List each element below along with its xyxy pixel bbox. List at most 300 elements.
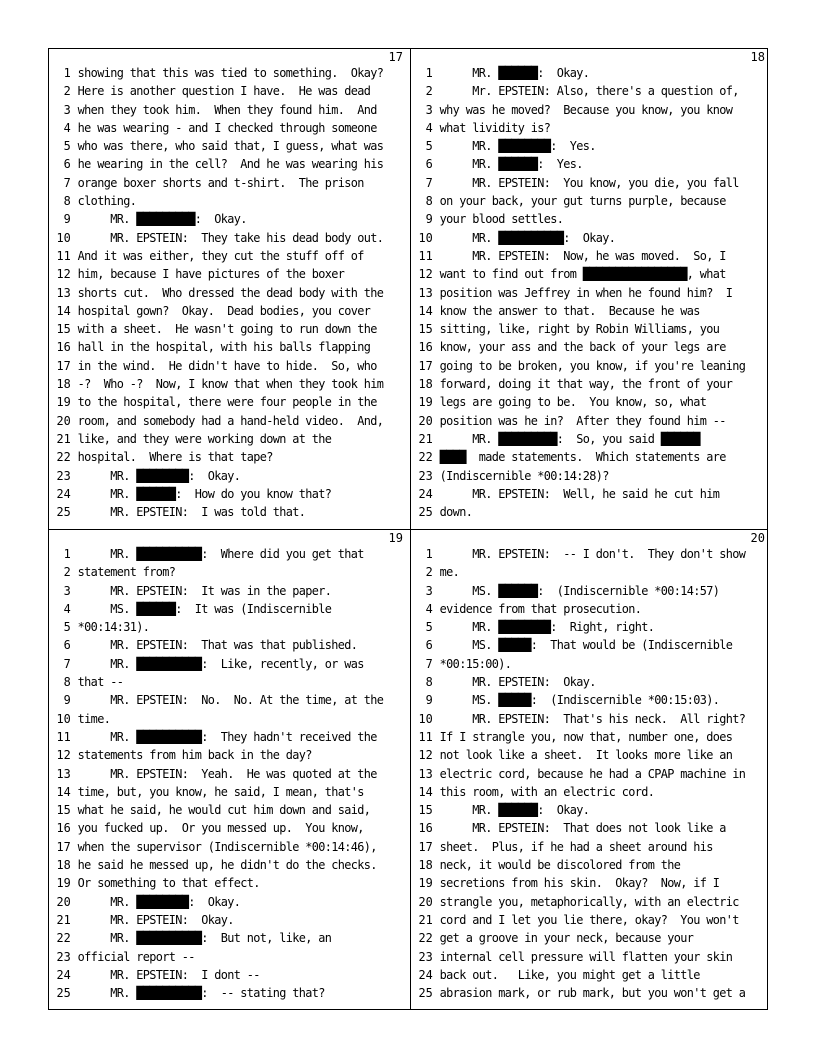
line-number: 21	[418, 912, 433, 927]
line-number: 5	[425, 139, 433, 154]
line-text: neck, it would be discolored from the	[439, 858, 681, 873]
line-number: 23	[56, 949, 71, 964]
transcript-line	[49, 302, 405, 320]
transcript-line	[49, 393, 405, 411]
transcript-page-17	[49, 49, 409, 529]
line-number: 15	[418, 322, 433, 337]
transcript-line	[411, 636, 767, 654]
line-number: 9	[425, 693, 433, 708]
line-number: 10	[418, 711, 433, 726]
line-number: 16	[418, 340, 433, 355]
line-number: 18	[56, 858, 71, 873]
line-number: 12	[418, 267, 433, 282]
line-text: MR. EPSTEIN: It was in the paper.	[77, 583, 332, 598]
line-number: 25	[418, 505, 433, 520]
line-number: 12	[418, 748, 433, 763]
line-number: 6	[425, 638, 433, 653]
line-text: MR. EPSTEIN: Now, he was moved. So, I	[439, 248, 726, 263]
transcript-line	[411, 485, 767, 503]
line-text: MR. ██████████: They hadn't received the	[77, 729, 377, 744]
page-number: 20	[750, 531, 765, 545]
transcript-line	[49, 746, 405, 764]
transcript-line	[411, 229, 767, 247]
transcript-line	[411, 600, 767, 618]
transcript-line	[49, 430, 405, 448]
line-text: going to be broken, you know, if you're leaning	[439, 358, 746, 373]
line-number: 25	[56, 505, 71, 520]
transcript-line	[49, 563, 405, 581]
line-text: not look like a sheet. It looks more like an	[439, 748, 733, 763]
transcript-line	[411, 783, 767, 801]
line-text: down.	[439, 505, 473, 520]
transcript-line	[411, 563, 767, 581]
transcript-line	[49, 247, 405, 265]
line-number: 4	[63, 601, 71, 616]
transcript-line	[49, 284, 405, 302]
transcript-line	[49, 966, 405, 984]
line-number: 2	[63, 565, 71, 580]
line-text: MR. EPSTEIN: Yeah. He was quoted at the	[77, 766, 377, 781]
transcript-line	[49, 728, 405, 746]
line-text: clothing.	[77, 194, 137, 209]
line-number: 20	[418, 894, 433, 909]
transcript-sheet	[48, 48, 768, 1010]
transcript-line	[49, 210, 405, 228]
transcript-line	[411, 984, 767, 1002]
transcript-line	[411, 856, 767, 874]
page-lines	[411, 64, 771, 521]
transcript-line	[49, 948, 405, 966]
transcript-line	[49, 375, 405, 393]
line-number: 6	[63, 157, 71, 172]
line-text: get a groove in your neck, because your	[439, 931, 694, 946]
line-text: MR. ██████████: Where did you get that	[77, 547, 364, 561]
line-number: 8	[425, 194, 433, 209]
transcript-line	[411, 412, 767, 430]
line-text: position was he in? After they found him --	[439, 413, 726, 428]
transcript-line	[411, 728, 767, 746]
line-text: Here is another question I have. He was dead	[77, 84, 371, 99]
transcript-line	[411, 582, 767, 600]
line-number: 6	[425, 157, 433, 172]
line-text: cord and I let you lie there, okay? You won't	[439, 912, 739, 927]
transcript-line	[49, 265, 405, 283]
line-number: 17	[418, 839, 433, 854]
line-number: 14	[418, 303, 433, 318]
transcript-line	[49, 856, 405, 874]
line-number: 12	[56, 748, 71, 763]
transcript-line	[49, 137, 405, 155]
transcript-line	[411, 874, 767, 892]
transcript-line	[411, 503, 767, 521]
transcript-line	[411, 710, 767, 728]
line-number: 20	[418, 413, 433, 428]
line-text: MR. ████████: Okay.	[77, 894, 241, 909]
line-number: 14	[418, 784, 433, 799]
transcript-line	[49, 545, 405, 563]
line-text: MR. EPSTEIN: That's his neck. All right?	[439, 711, 746, 726]
line-text: when they took him. When they found him. And	[77, 102, 377, 117]
line-number: 10	[56, 230, 71, 245]
transcript-line	[411, 247, 767, 265]
line-number: 1	[63, 547, 71, 561]
line-number: 8	[425, 675, 433, 690]
line-text: electric cord, because he had a CPAP machine in	[439, 766, 746, 781]
line-text: MR. █████████: Okay.	[77, 212, 247, 227]
transcript-line	[49, 101, 405, 119]
transcript-line	[49, 893, 405, 911]
line-text: he said he messed up, he didn't do the checks.	[77, 858, 377, 873]
line-text: official report --	[77, 949, 195, 964]
transcript-line	[49, 984, 405, 1002]
line-number: 4	[425, 601, 433, 616]
line-text: he was wearing - and I checked through someone	[77, 120, 377, 135]
line-number: 11	[418, 248, 433, 263]
line-number: 20	[56, 894, 71, 909]
line-text: room, and somebody had a hand-held video. And,	[77, 413, 384, 428]
line-number: 25	[418, 986, 433, 1001]
line-number: 2	[425, 565, 433, 580]
line-number: 18	[418, 858, 433, 873]
transcript-line	[411, 192, 767, 210]
transcript-line	[49, 691, 405, 709]
line-text: MR. ████████: Okay.	[77, 468, 241, 483]
line-text: abrasion mark, or rub mark, but you won't get a	[439, 986, 746, 1001]
line-text: MR. EPSTEIN: Well, he said he cut him	[439, 486, 720, 501]
line-number: 13	[56, 766, 71, 781]
line-number: 24	[418, 486, 433, 501]
line-number: 15	[56, 803, 71, 818]
line-number: 8	[63, 194, 71, 209]
line-text: internal cell pressure will flatten your skin	[439, 949, 733, 964]
line-number: 12	[56, 267, 71, 282]
transcript-line	[411, 64, 767, 82]
line-number: 25	[56, 986, 71, 1001]
line-text: when the supervisor (Indiscernible *00:14:46),	[77, 839, 377, 854]
line-text: MR. EPSTEIN: I was told that.	[77, 505, 306, 520]
line-number: 18	[56, 377, 71, 392]
page-lines	[411, 545, 771, 1002]
line-number: 24	[418, 967, 433, 982]
line-text: hall in the hospital, with his balls flapping	[77, 340, 371, 355]
line-number: 19	[56, 395, 71, 410]
line-number: 16	[418, 821, 433, 836]
line-number: 23	[56, 468, 71, 483]
line-text: hospital gown? Okay. Dead bodies, you cover	[77, 303, 371, 318]
transcript-line	[411, 338, 767, 356]
line-text: MR. ██████: Okay.	[439, 66, 590, 80]
page-lines	[49, 545, 409, 1002]
line-number: 9	[63, 693, 71, 708]
line-text: MR. ██████: Yes.	[439, 157, 583, 172]
transcript-line	[411, 911, 767, 929]
transcript-line	[49, 765, 405, 783]
transcript-line	[411, 82, 767, 100]
line-text: statement from?	[77, 565, 176, 580]
line-number: 4	[63, 120, 71, 135]
transcript-line	[411, 746, 767, 764]
line-text: MR. EPSTEIN: -- I don't. They don't show	[439, 547, 746, 561]
line-text: MR. ████████: Right, right.	[439, 620, 655, 635]
line-number: 11	[56, 248, 71, 263]
transcript-line	[411, 545, 767, 563]
line-number: 1	[425, 547, 433, 561]
page-lines	[49, 64, 409, 521]
line-text: forward, doing it that way, the front of your	[439, 377, 733, 392]
transcript-line	[49, 819, 405, 837]
page-number: 17	[388, 50, 403, 64]
line-text: what he said, he would cut him down and said,	[77, 803, 371, 818]
page-number: 19	[388, 531, 403, 545]
line-text: MS. █████: (Indiscernible *00:15:03).	[439, 693, 720, 708]
transcript-line	[49, 673, 405, 691]
line-number: 14	[56, 303, 71, 318]
line-text: MR. EPSTEIN: Okay.	[439, 675, 596, 690]
transcript-line	[411, 966, 767, 984]
line-text: *00:15:00).	[439, 656, 512, 671]
line-number: 3	[425, 102, 433, 117]
line-number: 24	[56, 486, 71, 501]
line-text: strangle you, metaphorically, with an electric	[439, 894, 739, 909]
line-number: 21	[56, 912, 71, 927]
line-number: 13	[56, 285, 71, 300]
line-text: why was he moved? Because you know, you know	[439, 102, 733, 117]
transcript-line	[411, 137, 767, 155]
line-number: 22	[56, 931, 71, 946]
transcript-line	[49, 783, 405, 801]
line-number: 9	[425, 212, 433, 227]
line-text: MR. EPSTEIN: No. No. At the time, at the	[77, 693, 384, 708]
line-number: 22	[418, 450, 433, 465]
line-text: your blood settles.	[439, 212, 564, 227]
line-number: 3	[63, 583, 71, 598]
line-number: 1	[63, 66, 71, 80]
line-text: *00:14:31).	[77, 620, 150, 635]
transcript-line	[411, 265, 767, 283]
line-text: MR. EPSTEIN: That does not look like a	[439, 821, 726, 836]
line-text: know, your ass and the back of your legs are	[439, 340, 726, 355]
transcript-line	[411, 819, 767, 837]
line-text: MR. ██████████: Like, recently, or was	[77, 656, 364, 671]
transcript-line	[411, 357, 767, 375]
transcript-line	[411, 691, 767, 709]
line-number: 23	[418, 468, 433, 483]
line-text: this room, with an electric cord.	[439, 784, 655, 799]
transcript-line	[49, 503, 405, 521]
transcript-line	[411, 893, 767, 911]
line-number: 5	[425, 620, 433, 635]
transcript-line	[49, 119, 405, 137]
line-number: 7	[425, 175, 433, 190]
transcript-line	[49, 174, 405, 192]
transcript-line	[411, 155, 767, 173]
line-text: who was there, who said that, I guess, what was	[77, 139, 384, 154]
line-number: 7	[63, 656, 71, 671]
transcript-line	[49, 838, 405, 856]
page-number: 18	[750, 50, 765, 64]
line-text: statements from him back in the day?	[77, 748, 312, 763]
line-text: MR. EPSTEIN: I dont --	[77, 967, 260, 982]
transcript-line	[49, 874, 405, 892]
line-text: If I strangle you, now that, number one, does	[439, 729, 733, 744]
line-text: showing that this was tied to something. Okay?	[77, 66, 384, 80]
transcript-line	[411, 320, 767, 338]
line-text: evidence from that prosecution.	[439, 601, 642, 616]
line-text: secretions from his skin. Okay? Now, if I	[439, 876, 720, 891]
line-number: 20	[56, 413, 71, 428]
line-text: MR. EPSTEIN: That was that published.	[77, 638, 358, 653]
transcript-line	[49, 911, 405, 929]
line-number: 9	[63, 212, 71, 227]
transcript-line	[49, 467, 405, 485]
transcript-line	[49, 192, 405, 210]
transcript-line	[411, 618, 767, 636]
transcript-line	[49, 229, 405, 247]
transcript-line	[411, 948, 767, 966]
transcript-line	[411, 210, 767, 228]
line-number: 18	[418, 377, 433, 392]
line-number: 4	[425, 120, 433, 135]
line-text: sitting, like, right by Robin Williams, you	[439, 322, 720, 337]
line-text: MR. ████████: Yes.	[439, 139, 596, 154]
line-text: like, and they were working down at the	[77, 431, 332, 446]
line-number: 19	[56, 876, 71, 891]
line-text: MR. EPSTEIN: Okay.	[77, 912, 234, 927]
line-text: Mr. EPSTEIN: Also, there's a question of,	[439, 84, 739, 99]
line-number: 5	[63, 620, 71, 635]
line-number: 15	[418, 803, 433, 818]
transcript-line	[49, 412, 405, 430]
transcript-line	[49, 710, 405, 728]
line-text: MR. ██████: How do you know that?	[77, 486, 332, 501]
line-text: ████ made statements. Which statements are	[439, 450, 726, 465]
line-text: MS. ██████: (Indiscernible *00:14:57)	[439, 583, 720, 598]
transcript-line	[411, 467, 767, 485]
line-number: 7	[63, 175, 71, 190]
transcript-line	[411, 430, 767, 448]
line-number: 21	[56, 431, 71, 446]
line-number: 17	[418, 358, 433, 373]
transcript-line	[49, 82, 405, 100]
line-text: MS. █████: That would be (Indiscernible	[439, 638, 733, 653]
line-text: orange boxer shorts and t-shirt. The prison	[77, 175, 364, 190]
line-text: me.	[439, 565, 460, 580]
line-text: want to find out from ████████████████, what	[439, 267, 726, 282]
line-number: 3	[425, 583, 433, 598]
line-text: back out. Like, you might get a little	[439, 967, 700, 982]
line-number: 5	[63, 139, 71, 154]
transcript-line	[411, 284, 767, 302]
transcript-line	[411, 375, 767, 393]
transcript-line	[49, 582, 405, 600]
transcript-line	[49, 600, 405, 618]
transcript-page-18	[411, 49, 771, 529]
line-number: 16	[56, 340, 71, 355]
line-text: Or something to that effect.	[77, 876, 260, 891]
transcript-line	[49, 338, 405, 356]
line-text: MR. ██████████: -- stating that?	[77, 986, 325, 1001]
transcript-line	[411, 393, 767, 411]
line-number: 10	[418, 230, 433, 245]
line-number: 19	[418, 395, 433, 410]
line-text: what lividity is?	[439, 120, 551, 135]
line-number: 19	[418, 876, 433, 891]
line-number: 3	[63, 102, 71, 117]
line-number: 8	[63, 675, 71, 690]
line-number: 6	[63, 638, 71, 653]
line-number: 7	[425, 656, 433, 671]
transcript-line	[49, 485, 405, 503]
transcript-line	[49, 357, 405, 375]
line-number: 23	[418, 949, 433, 964]
line-number: 15	[56, 322, 71, 337]
transcript-line	[49, 618, 405, 636]
line-number: 2	[63, 84, 71, 99]
line-text: time.	[77, 711, 111, 726]
line-number: 17	[56, 358, 71, 373]
transcript-line	[411, 838, 767, 856]
line-number: 2	[425, 84, 433, 99]
transcript-line	[49, 64, 405, 82]
line-number: 11	[418, 729, 433, 744]
line-number: 24	[56, 967, 71, 982]
transcript-line	[49, 155, 405, 173]
line-number: 22	[56, 450, 71, 465]
line-text: MR. █████████: So, you said ██████	[439, 431, 700, 446]
line-number: 1	[425, 66, 433, 80]
line-text: shorts cut. Who dressed the dead body with the	[77, 285, 384, 300]
transcript-line	[411, 302, 767, 320]
line-text: know the answer to that. Because he was	[439, 303, 700, 318]
transcript-line	[411, 448, 767, 466]
line-number: 10	[56, 711, 71, 726]
line-text: -? Who -? Now, I know that when they took him	[77, 377, 384, 392]
line-text: in the wind. He didn't have to hide. So, who	[77, 358, 377, 373]
transcript-page-19	[49, 530, 409, 1010]
transcript-page-20	[411, 530, 771, 1010]
transcript-line	[411, 801, 767, 819]
line-text: MS. ██████: It was (Indiscernible	[77, 601, 332, 616]
line-text: him, because I have pictures of the boxer	[77, 267, 345, 282]
line-number: 14	[56, 784, 71, 799]
line-text: legs are going to be. You know, so, what	[439, 395, 707, 410]
line-text: to the hospital, there were four people in the	[77, 395, 377, 410]
line-text: that --	[77, 675, 124, 690]
line-text: time, but, you know, he said, I mean, that's	[77, 784, 364, 799]
line-number: 11	[56, 729, 71, 744]
line-number: 21	[418, 431, 433, 446]
line-text: MR. EPSTEIN: They take his dead body out.	[77, 230, 384, 245]
transcript-line	[411, 765, 767, 783]
line-number: 17	[56, 839, 71, 854]
line-text: MR. ██████████: But not, like, an	[77, 931, 332, 946]
transcript-line	[49, 801, 405, 819]
line-number: 13	[418, 285, 433, 300]
line-text: he wearing in the cell? And he was wearing his	[77, 157, 384, 172]
line-text: MR. EPSTEIN: You know, you die, you fall	[439, 175, 739, 190]
transcript-line	[411, 929, 767, 947]
transcript-line	[49, 636, 405, 654]
transcript-line	[49, 655, 405, 673]
line-text: you fucked up. Or you messed up. You know,	[77, 821, 364, 836]
line-text: on your back, your gut turns purple, because	[439, 194, 726, 209]
line-text: hospital. Where is that tape?	[77, 450, 273, 465]
transcript-line	[49, 929, 405, 947]
line-number: 13	[418, 766, 433, 781]
line-text: with a sheet. He wasn't going to run down the	[77, 322, 377, 337]
transcript-line	[411, 655, 767, 673]
line-text: And it was either, they cut the stuff off of	[77, 248, 364, 263]
